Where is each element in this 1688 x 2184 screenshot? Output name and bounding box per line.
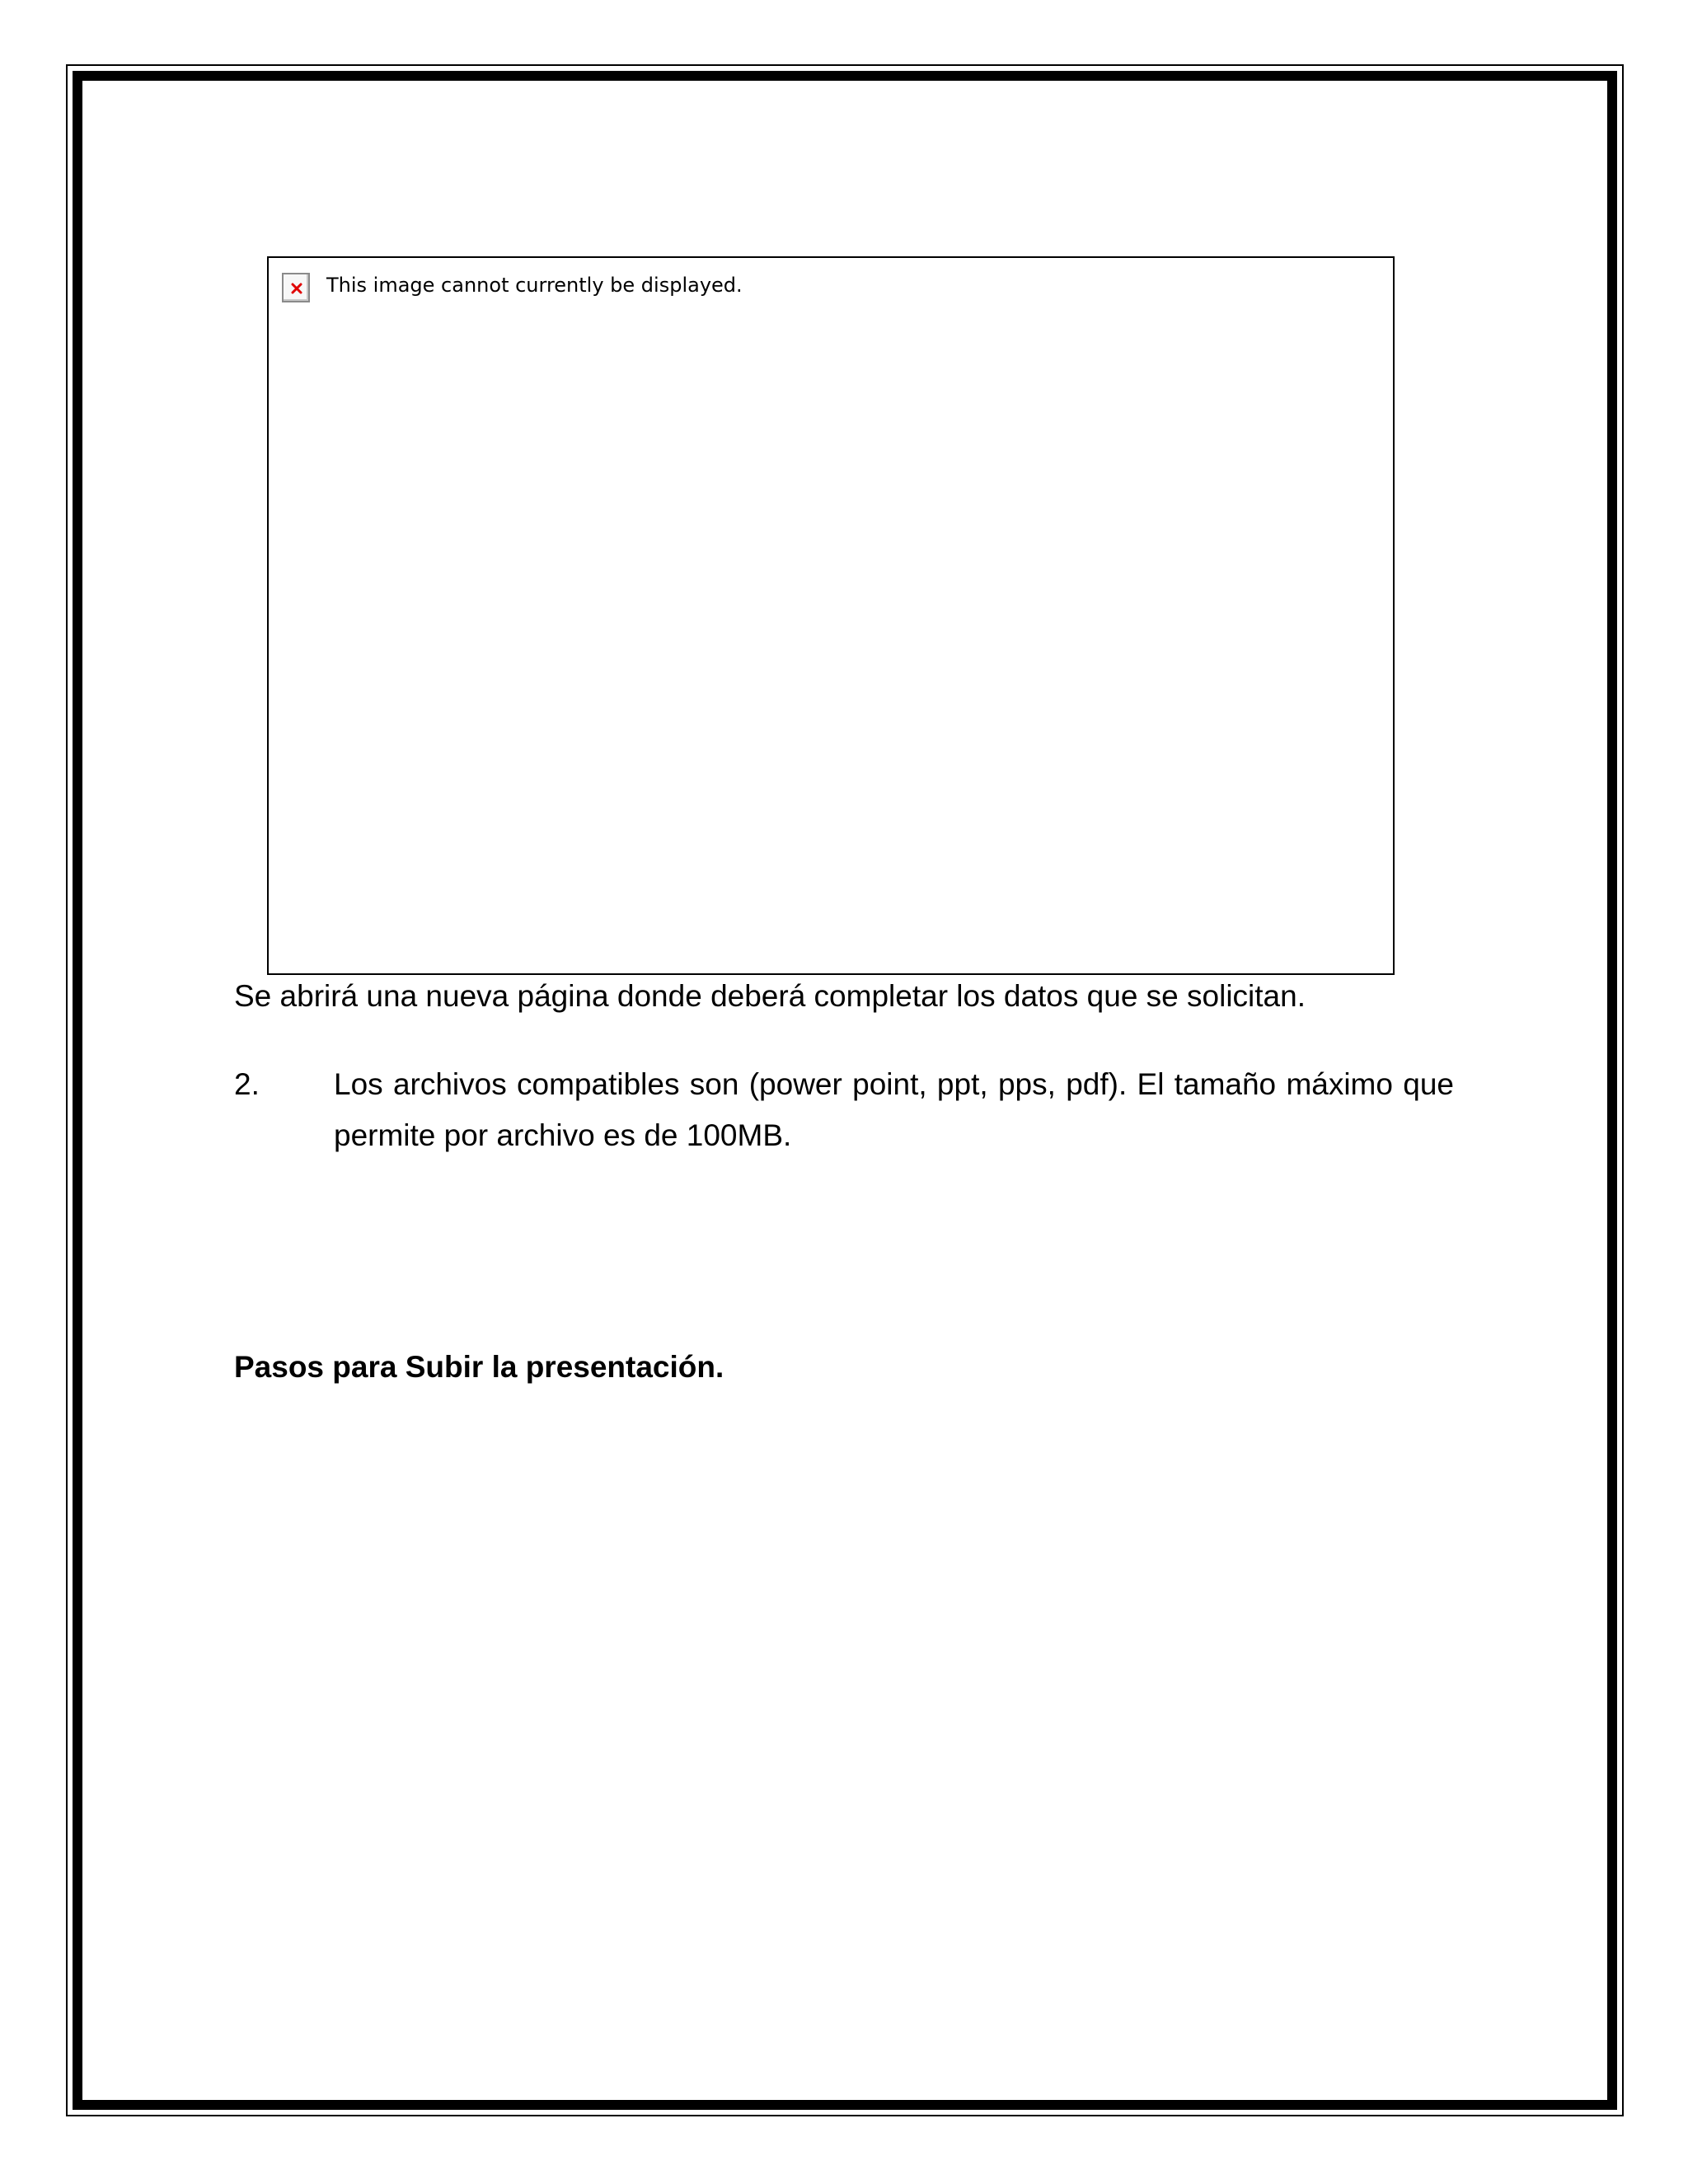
list-item bbox=[234, 1059, 1454, 1161]
list-item-text: Los archivos compatibles son (power point, ppt, pps, pdf). El tamaño máximo que permite por archivo es de 100MB. bbox=[334, 1067, 1454, 1152]
red-x-icon bbox=[291, 283, 302, 294]
broken-image-message: This image cannot currently be displayed. bbox=[326, 274, 743, 297]
broken-image-placeholder bbox=[267, 256, 1395, 975]
section-heading: Pasos para Subir la presentación. bbox=[234, 1350, 724, 1384]
broken-image-icon bbox=[282, 273, 310, 302]
list-item-number: 2. bbox=[234, 1067, 260, 1101]
instruction-paragraph: Se abrirá una nueva página donde deberá completar los datos que se solicitan. bbox=[234, 979, 1306, 1013]
